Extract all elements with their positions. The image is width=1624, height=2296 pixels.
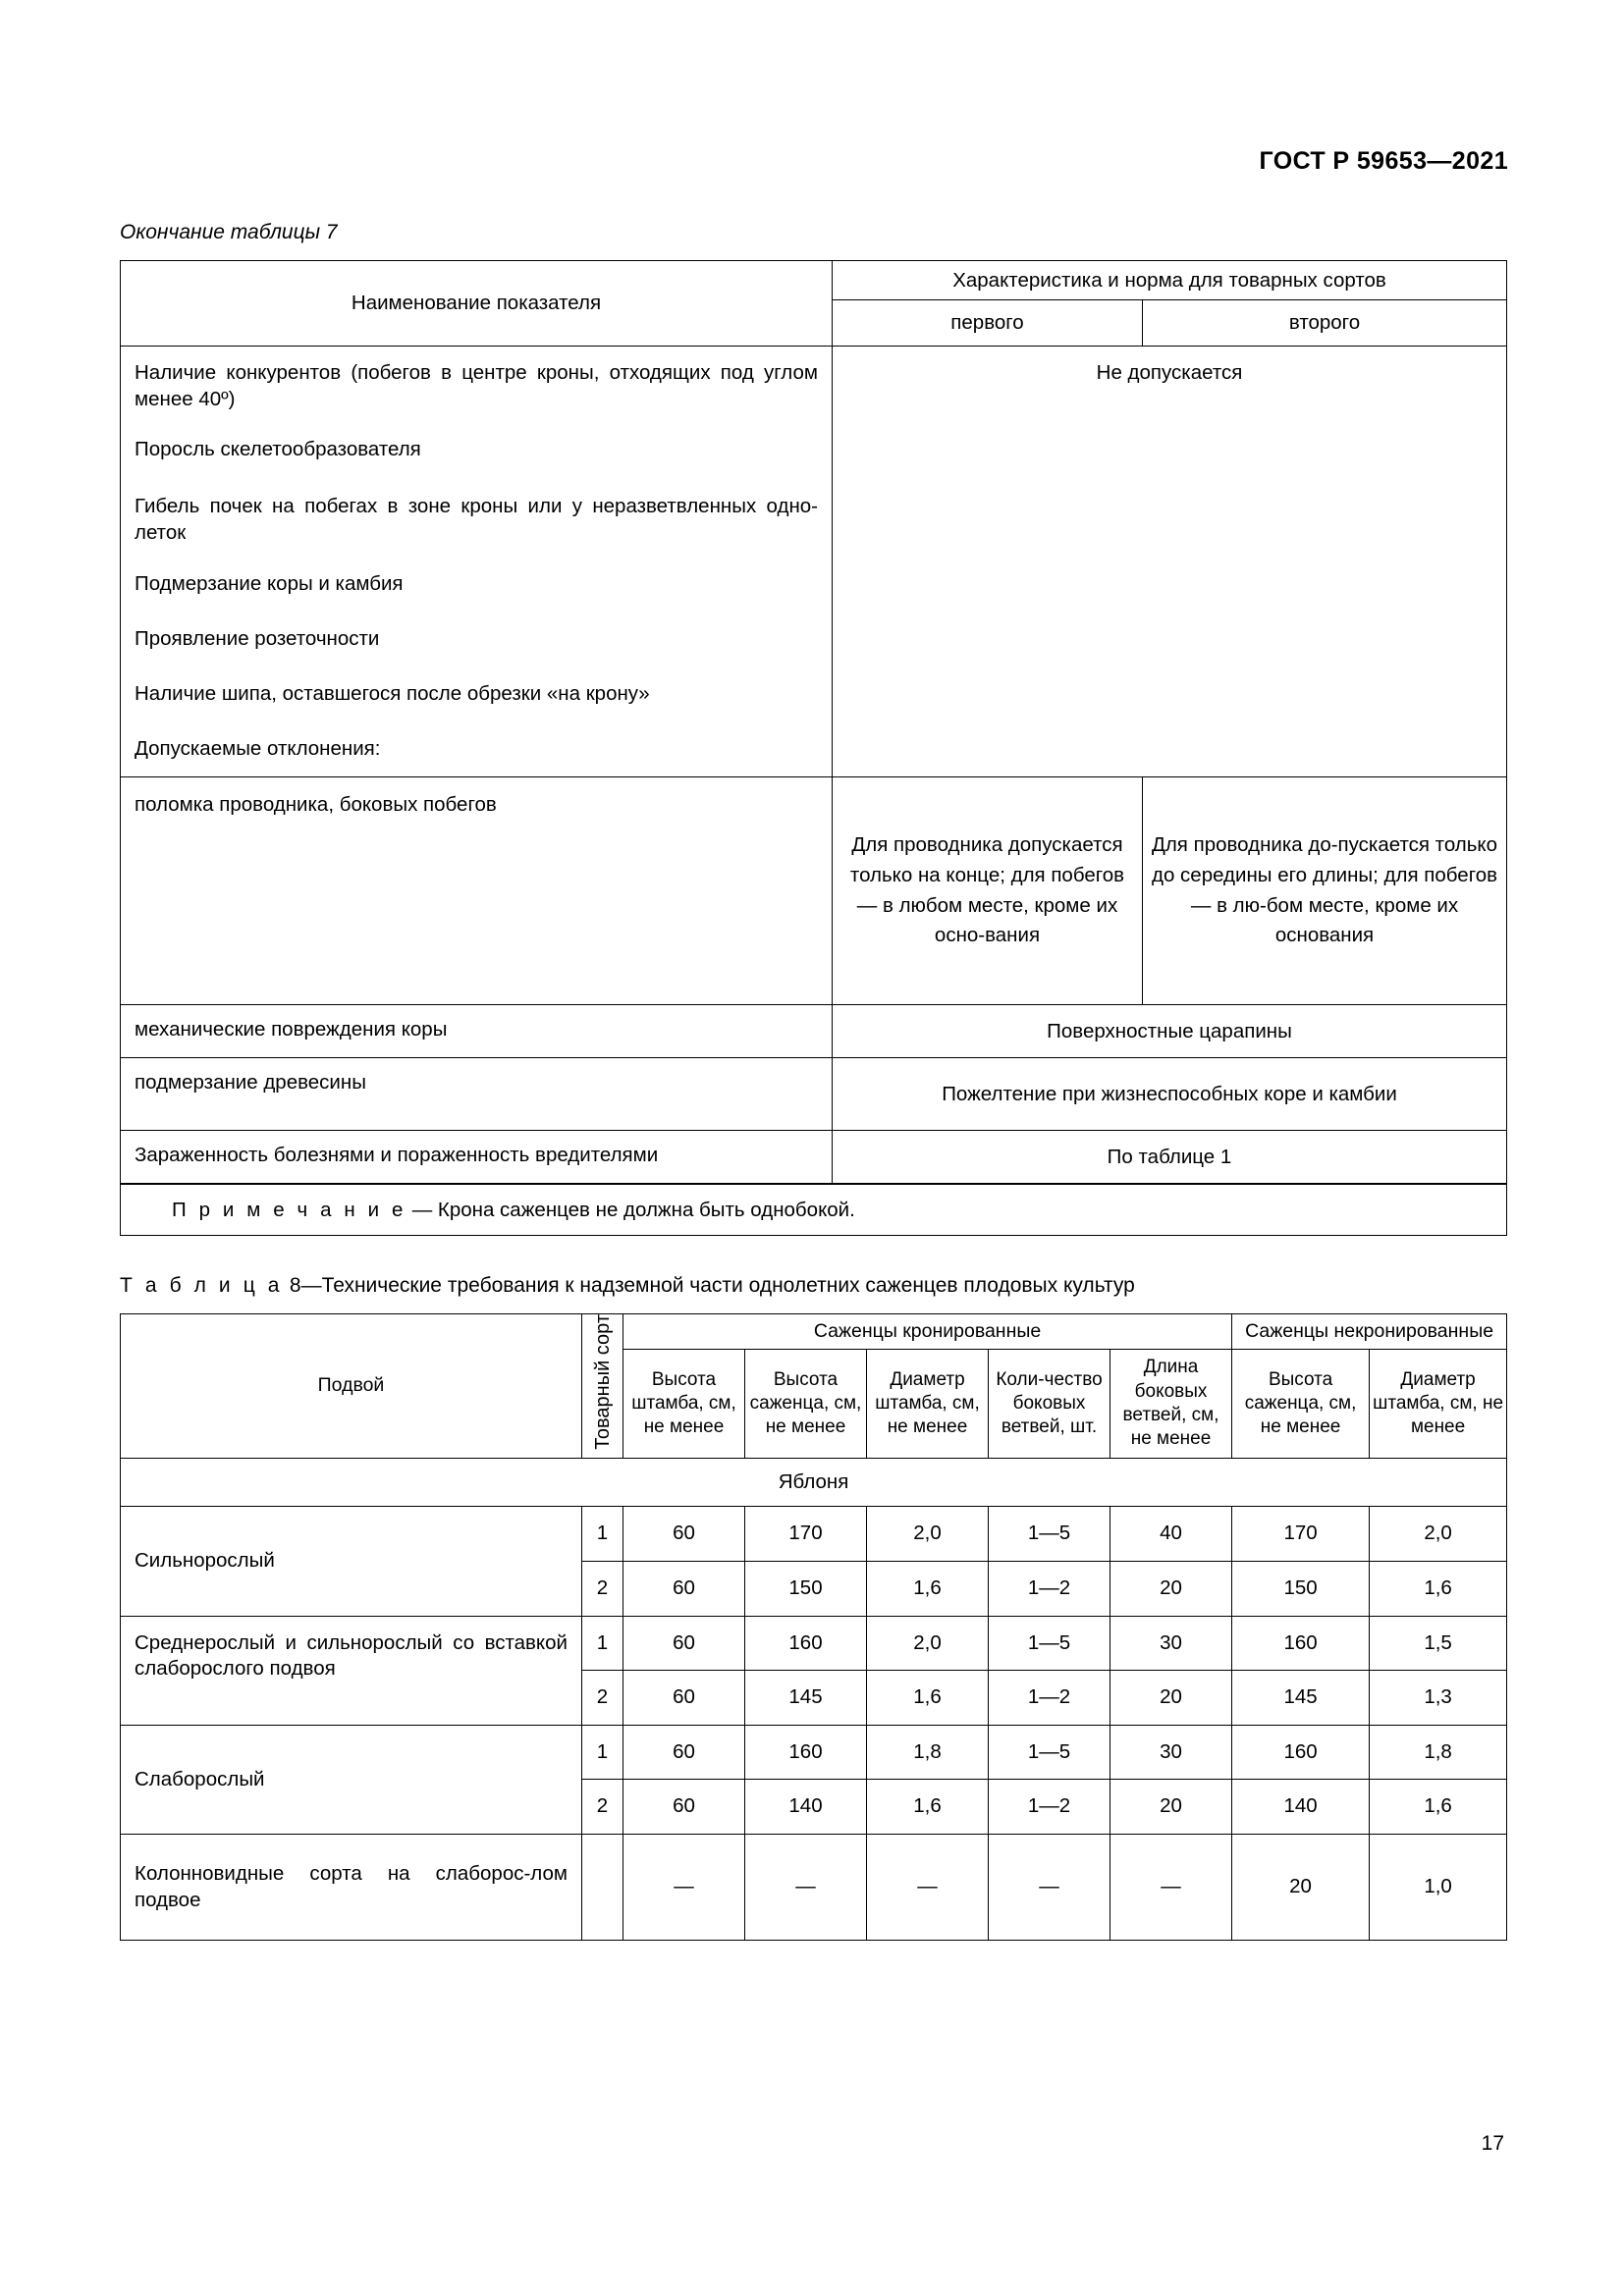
- table8-grade: 1: [582, 1616, 623, 1671]
- table8-cell: 20: [1110, 1780, 1232, 1835]
- table8-cell: —: [867, 1835, 989, 1941]
- table8-cell: —: [1110, 1835, 1232, 1941]
- table8-cell: 160: [1232, 1616, 1370, 1671]
- table8-header-col-0: Высота штамба, см, не менее: [623, 1350, 745, 1458]
- table8-cell: 1,0: [1370, 1835, 1507, 1941]
- page-number: 17: [1481, 2132, 1504, 2155]
- table8-cell: 40: [1110, 1507, 1232, 1562]
- table8-cell: 1,6: [867, 1671, 989, 1726]
- table7-indicator-pests: Зараженность болезнями и пораженность вредителями: [121, 1131, 833, 1184]
- table8-header-col-6: Диаметр штамба, см, не менее: [1370, 1350, 1507, 1458]
- table8-rootstock-0: Сильнорослый: [121, 1507, 582, 1616]
- table-row: [121, 1131, 1507, 1184]
- table8-cell: 145: [1232, 1671, 1370, 1726]
- table8-cell: 1—2: [989, 1561, 1110, 1616]
- table8-cell: 1,6: [867, 1561, 989, 1616]
- table8-cell: 2,0: [867, 1507, 989, 1562]
- table8-cell: —: [623, 1835, 745, 1941]
- table8-cell: 1—5: [989, 1725, 1110, 1780]
- table8-cell: 145: [745, 1671, 867, 1726]
- table8-section-row: [121, 1458, 1507, 1507]
- table8-rootstock-3: Колонновидные сорта на слаборос-лом подвое: [121, 1835, 582, 1941]
- table8-cell: 2,0: [1370, 1507, 1507, 1562]
- table7-indicator-deviations: Допускаемые отклонения:: [121, 724, 833, 777]
- table8-cell: 150: [745, 1561, 867, 1616]
- document-header-standard-id: ГОСТ Р 59653—2021: [1259, 147, 1508, 175]
- table7-value-not-allowed: Не допускается: [833, 346, 1507, 777]
- table8-cell: —: [989, 1835, 1110, 1941]
- table8-header-grade: Товарный сорт: [582, 1314, 623, 1459]
- table8-grade: 1: [582, 1507, 623, 1562]
- table8-caption-text: —Технические требования к надземной части однолетних саженцев плодовых культур: [300, 1274, 1135, 1297]
- table8-cell: 60: [623, 1561, 745, 1616]
- table7-indicator-spike: Наличие шипа, оставшегося после обрезки «на крону»: [121, 669, 833, 724]
- table8-cell: 30: [1110, 1616, 1232, 1671]
- table8-cell: 60: [623, 1780, 745, 1835]
- table7-value-mechanical-damage: Поверхностные царапины: [833, 1005, 1507, 1058]
- table-row: [121, 346, 1507, 425]
- table7-caption: Окончание таблицы 7: [120, 221, 338, 243]
- table8-cell: 1,8: [1370, 1725, 1507, 1780]
- table8-cell: 2,0: [867, 1616, 989, 1671]
- table8-header-rootstock: Подвой: [121, 1314, 582, 1459]
- table8-cell: 1,8: [867, 1725, 989, 1780]
- table7-indicator-bark-frost: Подмерзание коры и камбия: [121, 560, 833, 614]
- table7-value-wood-frost: Пожелтение при жизнеспособных коре и камбии: [833, 1058, 1507, 1131]
- table8-caption: [120, 1274, 1135, 1298]
- table-row: [121, 1725, 1507, 1780]
- table8-cell: 1—5: [989, 1507, 1110, 1562]
- table7-note-label: П р и м е ч а н и е: [172, 1198, 406, 1221]
- table7-header-indicator: Наименование показателя: [121, 261, 833, 347]
- table8-cell: 1—2: [989, 1780, 1110, 1835]
- table8-grade: 2: [582, 1561, 623, 1616]
- table8-cell: 160: [1232, 1725, 1370, 1780]
- table8-cell: 60: [623, 1725, 745, 1780]
- table8-grade: 1: [582, 1725, 623, 1780]
- table8-cell: 60: [623, 1616, 745, 1671]
- table-row: [121, 1005, 1507, 1058]
- table8-cell: —: [745, 1835, 867, 1941]
- table7-header-characteristic: Характеристика и норма для товарных сортов: [833, 261, 1507, 300]
- table8-cell: 1,6: [1370, 1561, 1507, 1616]
- table7-indicator-bud-death: Гибель почек на побегах в зоне кроны или у неразветвленных одно-леток: [121, 480, 833, 560]
- table-row: [121, 1616, 1507, 1671]
- table-8: [120, 1313, 1507, 1941]
- table7-value-pests: По таблице 1: [833, 1131, 1507, 1184]
- table8-cell: 170: [1232, 1507, 1370, 1562]
- table8-cell: 1,6: [867, 1780, 989, 1835]
- table7-note-text: — Крона саженцев не должна быть однобокой.: [406, 1198, 855, 1221]
- table8-cell: 160: [745, 1725, 867, 1780]
- table8-cell: 20: [1110, 1561, 1232, 1616]
- table8-grade: 2: [582, 1671, 623, 1726]
- table8-cell: 1,6: [1370, 1780, 1507, 1835]
- table8-cell: 1,5: [1370, 1616, 1507, 1671]
- table8-cell: 1,3: [1370, 1671, 1507, 1726]
- table8-cell: 140: [745, 1780, 867, 1835]
- table8-cell: 1—2: [989, 1671, 1110, 1726]
- table7-indicator-rootshoots: Поросль скелетообразователя: [121, 425, 833, 480]
- table8-cell: 60: [623, 1507, 745, 1562]
- table8-header-col-2: Диаметр штамба, см, не менее: [867, 1350, 989, 1458]
- table7-header-grade-second: второго: [1143, 300, 1507, 346]
- table8-grade: 2: [582, 1780, 623, 1835]
- table8-cell: 140: [1232, 1780, 1370, 1835]
- table7-indicator-mechanical-damage: механические повреждения коры: [121, 1005, 833, 1058]
- table8-header-col-3: Коли-чество боковых ветвей, шт.: [989, 1350, 1110, 1458]
- table7-value-breakage-first: Для проводника допускается только на конце; для побегов — в любом месте, кроме их осно-вания: [833, 777, 1143, 1005]
- table-row: [121, 1835, 1507, 1941]
- table7-note: [121, 1184, 1507, 1236]
- table8-cell: 160: [745, 1616, 867, 1671]
- table8-cell: 1—5: [989, 1616, 1110, 1671]
- table8-header-crowned-group: Саженцы кронированные: [623, 1314, 1232, 1350]
- table7-indicator-rosette: Проявление розеточности: [121, 614, 833, 669]
- table8-cell: 170: [745, 1507, 867, 1562]
- table7-note-row: [121, 1184, 1507, 1236]
- table8-cell: 60: [623, 1671, 745, 1726]
- table8-caption-label: Т а б л и ц а: [120, 1274, 284, 1297]
- table8-cell: 20: [1232, 1835, 1370, 1941]
- table7-header-grade-first: первого: [833, 300, 1143, 346]
- table-row: [121, 1058, 1507, 1131]
- table7-indicator-competitors: Наличие конкурентов (побегов в центре кроны, отходящих под углом менее 40º): [121, 346, 833, 425]
- table8-cell: 30: [1110, 1725, 1232, 1780]
- table8-caption-number: 8: [289, 1274, 301, 1297]
- table7-indicator-breakage: поломка проводника, боковых побегов: [121, 777, 833, 1005]
- table7-value-breakage-second: Для проводника до-пускается только до середины его длины; для побегов — в лю-бом месте, кроме их основания: [1143, 777, 1507, 1005]
- table8-header-col-1: Высота саженца, см, не менее: [745, 1350, 867, 1458]
- table8-rootstock-2: Слаборослый: [121, 1725, 582, 1834]
- table-row: [121, 1507, 1507, 1562]
- table7-indicator-wood-frost: подмерзание древесины: [121, 1058, 833, 1131]
- table8-header-col-5: Высота саженца, см, не менее: [1232, 1350, 1370, 1458]
- table8-grade: [582, 1835, 623, 1941]
- table8-cell: 150: [1232, 1561, 1370, 1616]
- table8-header-col-4: Длина боковых ветвей, см, не менее: [1110, 1350, 1232, 1458]
- table8-header-row-1: [121, 1314, 1507, 1350]
- table8-section-apple: Яблоня: [121, 1458, 1507, 1507]
- table7-header-row-1: [121, 261, 1507, 300]
- table8-header-uncrowned-group: Саженцы некронированные: [1232, 1314, 1507, 1350]
- table8-cell: 20: [1110, 1671, 1232, 1726]
- table-row: [121, 777, 1507, 1005]
- table8-rootstock-1: Среднерослый и сильнорослый со вставкой слаборослого подвоя: [121, 1616, 582, 1725]
- table-7: [120, 260, 1507, 1236]
